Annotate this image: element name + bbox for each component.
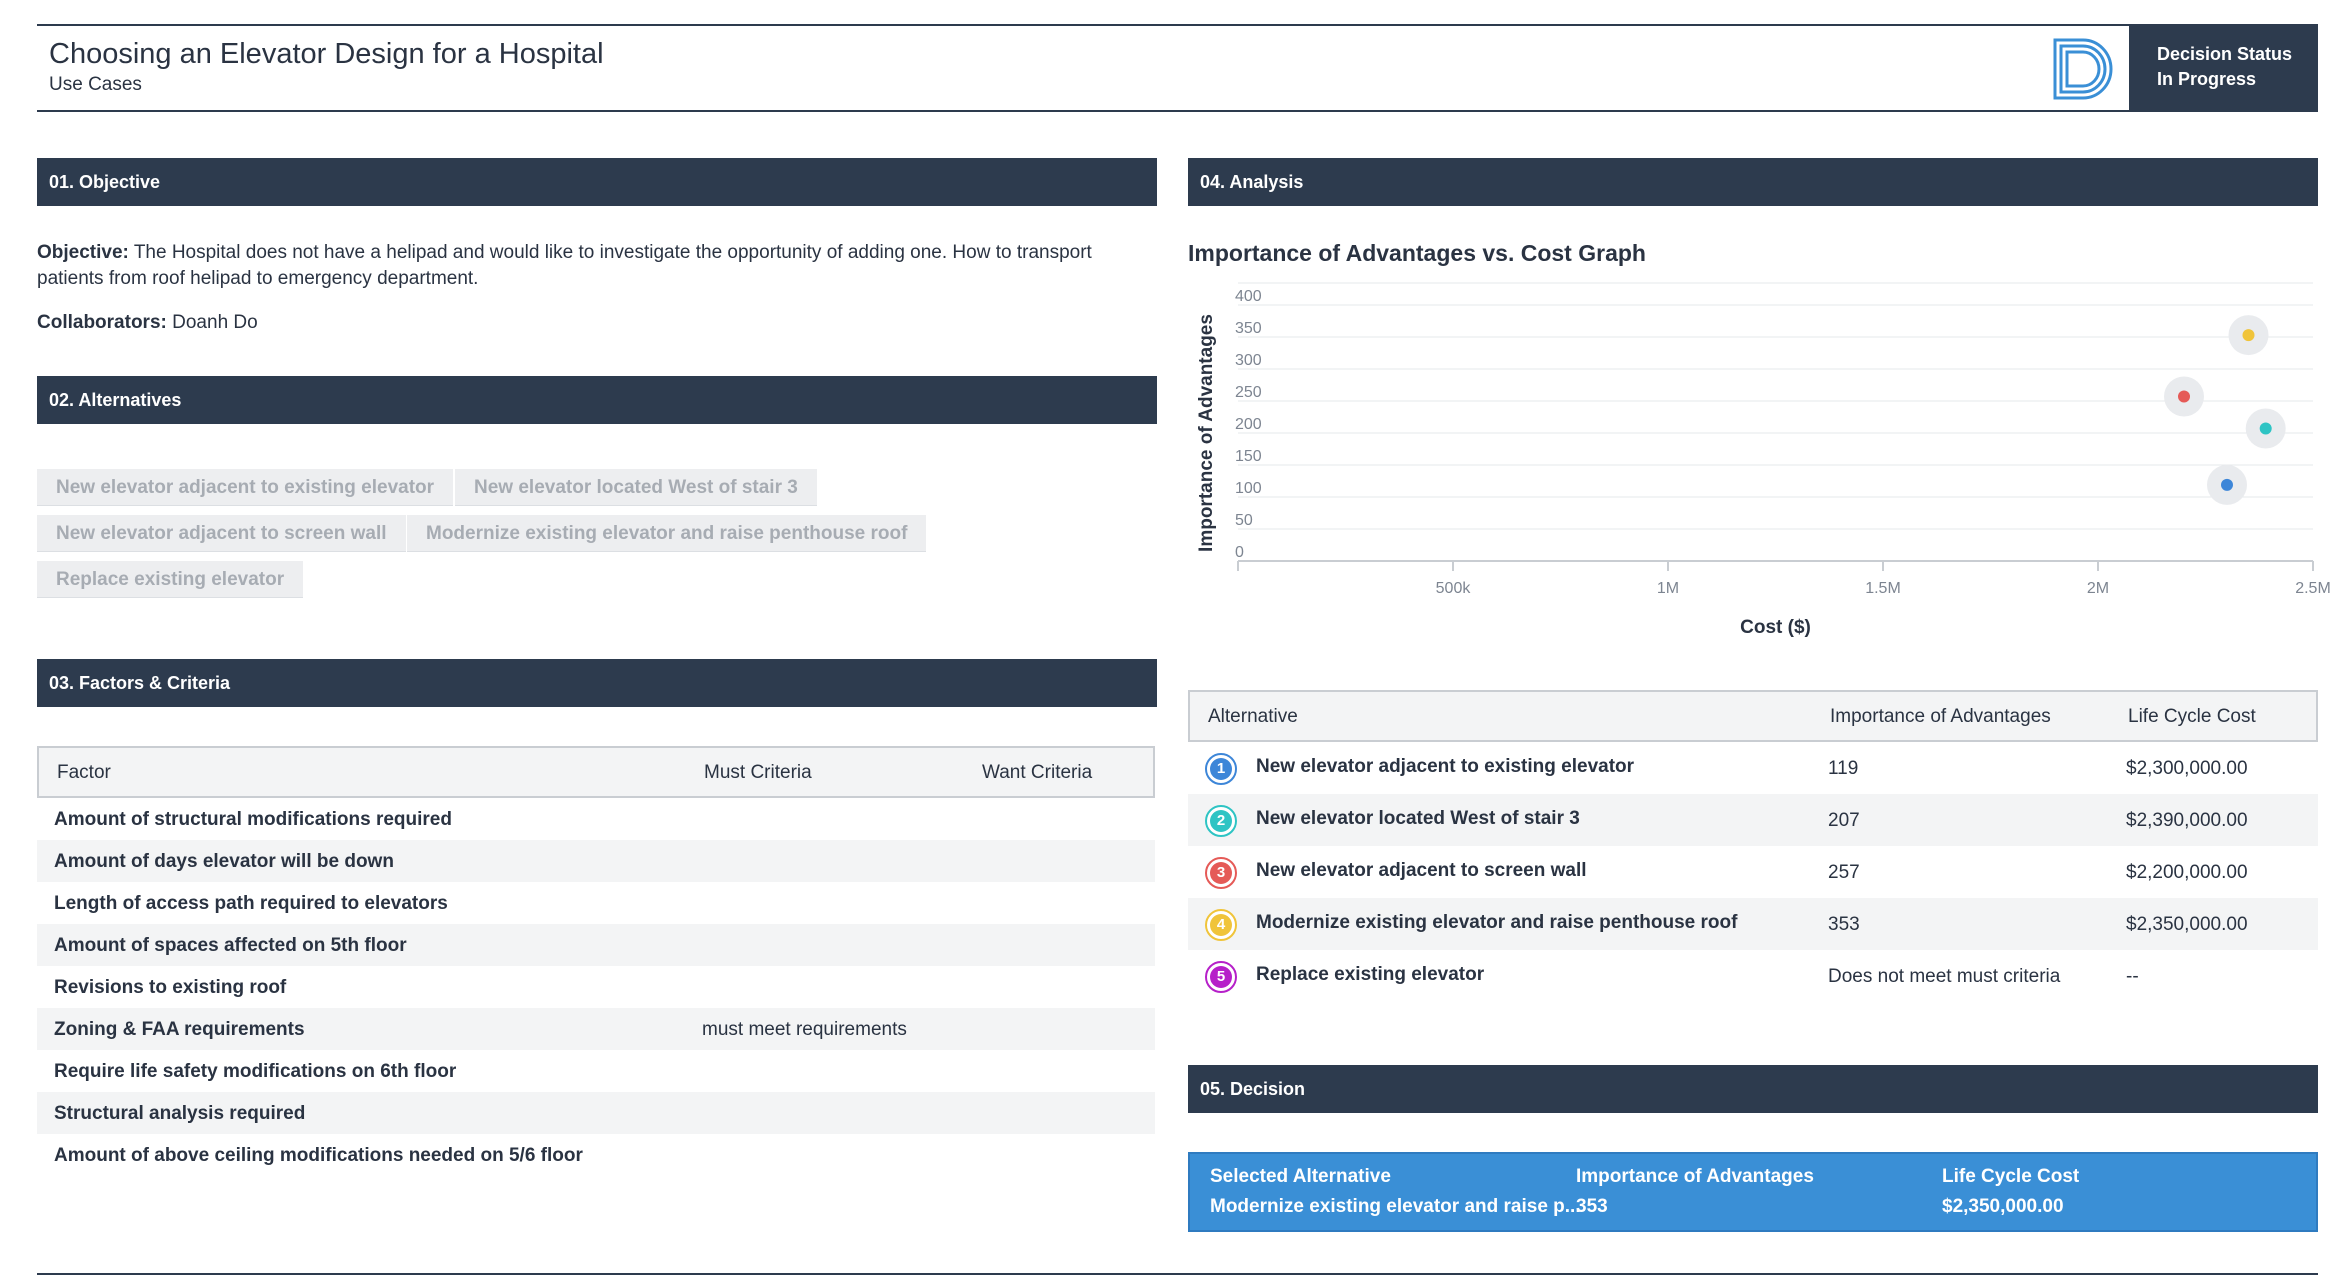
y-tick-label: 400 xyxy=(1235,288,1262,305)
must-criteria-value: must meet requirements xyxy=(702,1019,907,1040)
y-tick-label: 100 xyxy=(1235,480,1262,497)
alternative-number-badge: 4 xyxy=(1205,909,1237,941)
section-alternatives-header: 02. Alternatives xyxy=(37,376,1157,424)
cost-value: $2,200,000.00 xyxy=(2126,862,2248,883)
table-row[interactable] xyxy=(1188,898,2318,950)
data-point xyxy=(2178,391,2190,403)
page-header xyxy=(37,24,2318,112)
alternative-name: Modernize existing elevator and raise penthouse roof xyxy=(1256,912,1738,933)
table-row[interactable]: Amount of structural modifications required xyxy=(54,809,452,830)
y-axis-label: Importance of Advantages xyxy=(1196,314,1217,552)
section-decision-header: 05. Decision xyxy=(1188,1065,2318,1113)
column-header-alternative[interactable]: Alternative xyxy=(1208,706,1298,727)
x-tick-label: 2M xyxy=(2086,580,2110,597)
decision-status-label: Decision Status xyxy=(2157,44,2293,64)
decision-status xyxy=(2129,24,2318,112)
collaborators-label: Collaborators: xyxy=(37,312,167,333)
column-header-must[interactable]: Must Criteria xyxy=(704,762,812,783)
table-row[interactable]: Revisions to existing roof xyxy=(54,977,287,998)
importance-value: 353 xyxy=(1828,914,1860,935)
x-tick-label: 1M xyxy=(1656,580,1680,597)
alternative-name: New elevator located West of stair 3 xyxy=(1256,808,1580,829)
section-analysis-header: 04. Analysis xyxy=(1188,158,2318,206)
x-tick-label: 500k xyxy=(1435,580,1471,597)
page-title: Choosing an Elevator Design for a Hospital xyxy=(49,38,604,70)
objective-text xyxy=(37,240,1147,292)
section-objective-header: 01. Objective xyxy=(37,158,1157,206)
collaborators-value: Doanh Do xyxy=(172,312,258,333)
table-row[interactable]: Zoning & FAA requirements must meet requirements xyxy=(37,1008,1155,1050)
alternative-chip[interactable]: Modernize existing elevator and raise penthouse roof xyxy=(407,515,926,552)
alternative-number-badge: 3 xyxy=(1205,857,1237,889)
cost-value: -- xyxy=(2126,966,2139,987)
column-header-factor[interactable]: Factor xyxy=(57,762,111,783)
alternative-chip[interactable]: New elevator adjacent to existing elevator xyxy=(37,469,453,506)
selected-alternative: Modernize existing elevator and raise p... xyxy=(1210,1196,1581,1217)
alternative-number-badge: 1 xyxy=(1205,753,1237,785)
objective-body: The Hospital does not have a helipad and would like to investigate the opportunity of adding one. How to transport patients from roof helipad to emergency department. xyxy=(37,242,1092,289)
alternative-chip[interactable]: New elevator adjacent to screen wall xyxy=(37,515,406,552)
table-row[interactable]: Structural analysis required xyxy=(37,1092,1155,1134)
data-point xyxy=(2243,329,2255,341)
x-tick-label: 1.5M xyxy=(1865,580,1901,597)
table-row[interactable]: Amount of days elevator will be down xyxy=(37,840,1155,882)
data-point xyxy=(2221,479,2233,491)
decision-header-cost: Life Cycle Cost xyxy=(1942,1166,2080,1187)
table-row[interactable] xyxy=(1188,950,2318,1002)
cost-value: $2,390,000.00 xyxy=(2126,810,2248,831)
data-point xyxy=(2260,423,2272,435)
y-tick-label: 50 xyxy=(1235,512,1253,529)
decision-header-importance: Importance of Advantages xyxy=(1576,1166,1814,1187)
table-row[interactable]: Require life safety modifications on 6th floor xyxy=(54,1061,457,1082)
collaborators xyxy=(37,312,258,334)
factors-table xyxy=(37,746,1155,1176)
alternative-number-badge: 2 xyxy=(1205,805,1237,837)
table-row[interactable] xyxy=(1188,742,2318,794)
alternative-name: New elevator adjacent to existing elevator xyxy=(1256,756,1635,777)
x-axis-label: Cost ($) xyxy=(1740,617,1811,638)
y-tick-label: 300 xyxy=(1235,352,1262,369)
cost-value: $2,300,000.00 xyxy=(2126,758,2248,779)
column-header-cost[interactable]: Life Cycle Cost xyxy=(2128,706,2256,727)
factors-table-header xyxy=(37,746,1155,798)
x-tick-label: 2.5M xyxy=(2295,580,2331,597)
importance-value: 119 xyxy=(1828,758,1859,779)
decision-header-selected: Selected Alternative xyxy=(1210,1166,1391,1187)
alternative-name: Replace existing elevator xyxy=(1256,964,1485,985)
analysis-table xyxy=(1188,690,2318,1002)
table-row[interactable]: Amount of above ceiling modifications needed on 5/6 floor xyxy=(54,1145,583,1166)
table-row[interactable] xyxy=(1188,846,2318,898)
y-tick-label: 250 xyxy=(1235,384,1262,401)
y-tick-label: 0 xyxy=(1235,544,1244,561)
decision-summary[interactable] xyxy=(1188,1152,2318,1232)
y-tick-label: 200 xyxy=(1235,416,1262,433)
alternative-chip[interactable]: New elevator located West of stair 3 xyxy=(455,469,817,506)
column-header-importance[interactable]: Importance of Advantages xyxy=(1830,706,2051,727)
importance-value: Does not meet must criteria xyxy=(1828,966,2061,987)
alternative-chip[interactable]: Replace existing elevator xyxy=(37,561,303,598)
footer-divider xyxy=(37,1273,2318,1275)
y-tick-label: 350 xyxy=(1235,320,1262,337)
scatter-chart xyxy=(1188,275,2331,655)
objective-label: Objective: xyxy=(37,242,129,263)
page-subtitle: Use Cases xyxy=(49,74,142,95)
importance-value: 257 xyxy=(1828,862,1860,883)
alternative-number-badge: 5 xyxy=(1205,961,1237,993)
selected-importance: 353 xyxy=(1576,1196,1608,1217)
cost-value: $2,350,000.00 xyxy=(2126,914,2248,935)
table-row[interactable] xyxy=(1188,794,2318,846)
selected-cost: $2,350,000.00 xyxy=(1942,1196,2064,1217)
alternative-name: New elevator adjacent to screen wall xyxy=(1256,860,1587,881)
section-factors-header: 03. Factors & Criteria xyxy=(37,659,1157,707)
logo-icon xyxy=(2047,36,2123,102)
decision-status-value: In Progress xyxy=(2157,69,2257,89)
table-row[interactable]: Amount of spaces affected on 5th floor xyxy=(37,924,1155,966)
chart-title: Importance of Advantages vs. Cost Graph xyxy=(1188,240,1646,266)
column-header-want[interactable]: Want Criteria xyxy=(982,762,1093,783)
importance-value: 207 xyxy=(1828,810,1860,831)
y-tick-label: 150 xyxy=(1235,448,1262,465)
table-row[interactable]: Length of access path required to elevators xyxy=(54,893,448,914)
analysis-table-header xyxy=(1188,690,2318,742)
